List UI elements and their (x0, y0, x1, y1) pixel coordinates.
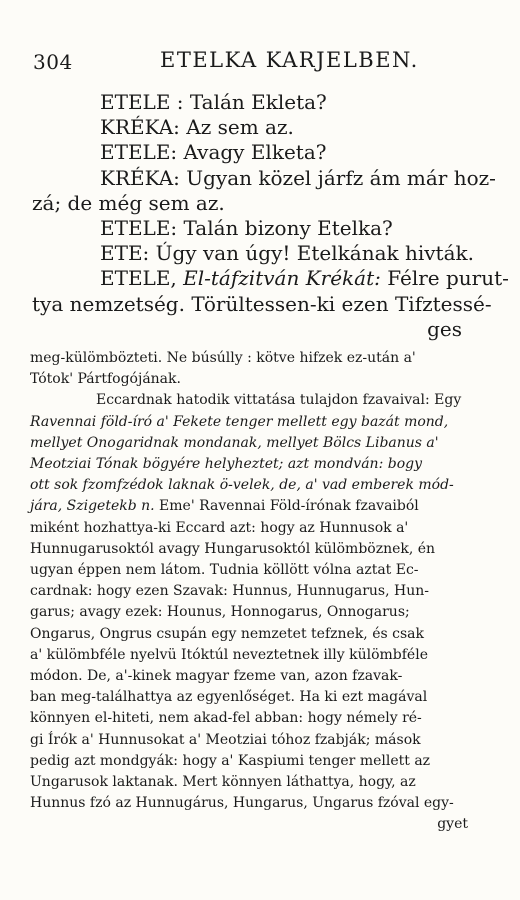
dialogue-line (32, 266, 509, 291)
speaker-name: ETELE, (100, 266, 184, 291)
stage-direction: El-táfzitván Krékát: (183, 266, 381, 291)
footnote-line: ban meg-találhattya az egyenlőséget. Ha ki ezt magával (30, 689, 428, 706)
footnote-line: Hunnugarusoktól avagy Hungarusoktól külömböznek, én (30, 540, 436, 557)
footnote-line: gi Írók a' Hunnusokat a' Meotziai tóhoz fzabják; mások (30, 731, 421, 748)
dialogue-line: ETE: Úgy van úgy! Etelkának hivták. (100, 241, 474, 266)
footnote-quote-line: ott sok fzomfzédok laknak ö-velek, de, a' vad emberek mód- (30, 477, 454, 494)
footnote-line: Ungarusok laktanak. Mert könnyen láthattya, hogy, az (30, 774, 416, 791)
footnote-line: cardnak: hogy ezen Szavak: Hunnus, Hunnugarus, Hun- (30, 583, 429, 600)
footnote-line: ugyan éppen nem látom. Tudnia köllött vólna aztat Ec- (30, 562, 419, 579)
footnote-quote-end: jára, Szigetekb n. (30, 498, 155, 515)
dialogue-block (32, 90, 509, 342)
footnote-line: pedig azt mondgyák: hogy a' Kaspiumi tenger mellett az (30, 752, 431, 769)
footnote-line: Eccardnak hatodik vittatása tulajdon fzavaival: Egy (96, 392, 462, 409)
footnote-line: meg-külömbözteti. Ne búsúlly : kötve hifzek ez-után a' (30, 350, 416, 366)
dialogue-line: ETELE : Talán Ekleta? (100, 90, 327, 114)
footnote-line: a' külömbféle nyelvü Itóktúl neveztetnek illy külömbféle (30, 646, 428, 663)
dialogue-line: zá; de még sem az. (32, 190, 225, 215)
dialogue-line: KRÉKA: Ugyan közel járfz ám már hoz- (100, 165, 496, 190)
footnote-line: garus; avagy ezek: Hounus, Honnogarus, Onnogarus; (30, 604, 410, 621)
footnote-quote-line: Ravennai föld-író a' Fekete tenger mellett egy bazát mond, (30, 413, 449, 430)
catchword: ges (427, 316, 462, 341)
footnote-quote-line: mellyet Onogaridnak mondanak, mellyet Bölcs Libanus a' (30, 434, 439, 451)
footnote-quote-line: Meotziai Tónak bögyére helyheztet; azt mondván: bogy (30, 456, 423, 473)
footnote-line (30, 496, 508, 517)
footnote-line: könnyen el-hiteti, nem akad-fel abban: hogy némely ré- (30, 710, 422, 727)
footnote-line: Ongarus, Ongrus csupán egy nemzetet tefznek, és csak (30, 625, 424, 642)
dialogue-line: ETELE: Talán bizony Etelka? (100, 216, 393, 241)
footnote-line: miként hozhattya-ki Eccard azt: hogy az Hunnusok a' (30, 519, 409, 536)
footnote-line: Tótok' Pártfogójának. (30, 371, 181, 388)
dialogue-text: Félre purut- (380, 266, 509, 291)
running-title: ETELKA KARJELBEN. (160, 48, 419, 72)
catchword: gyet (437, 816, 468, 833)
footnote-text: Eme' Ravennai Föld-írónak fzavaiból (154, 498, 419, 515)
dialogue-line: ETELE: Avagy Elketa? (100, 140, 327, 165)
page-header (0, 44, 520, 74)
footnote-block (30, 348, 508, 836)
footnote-line: módon. De, a'-kinek magyar fzeme van, azon fzavak- (30, 668, 403, 685)
dialogue-line: KRÉKA: Az sem az. (100, 115, 294, 140)
page-number: 304 (33, 50, 73, 74)
dialogue-line: tya nemzetség. Törültessen-ki ezen Tifztessé- (32, 291, 492, 316)
footnote-line: Hunnus fzó az Hunnugárus, Hungarus, Ungarus fzóval egy- (30, 795, 454, 812)
